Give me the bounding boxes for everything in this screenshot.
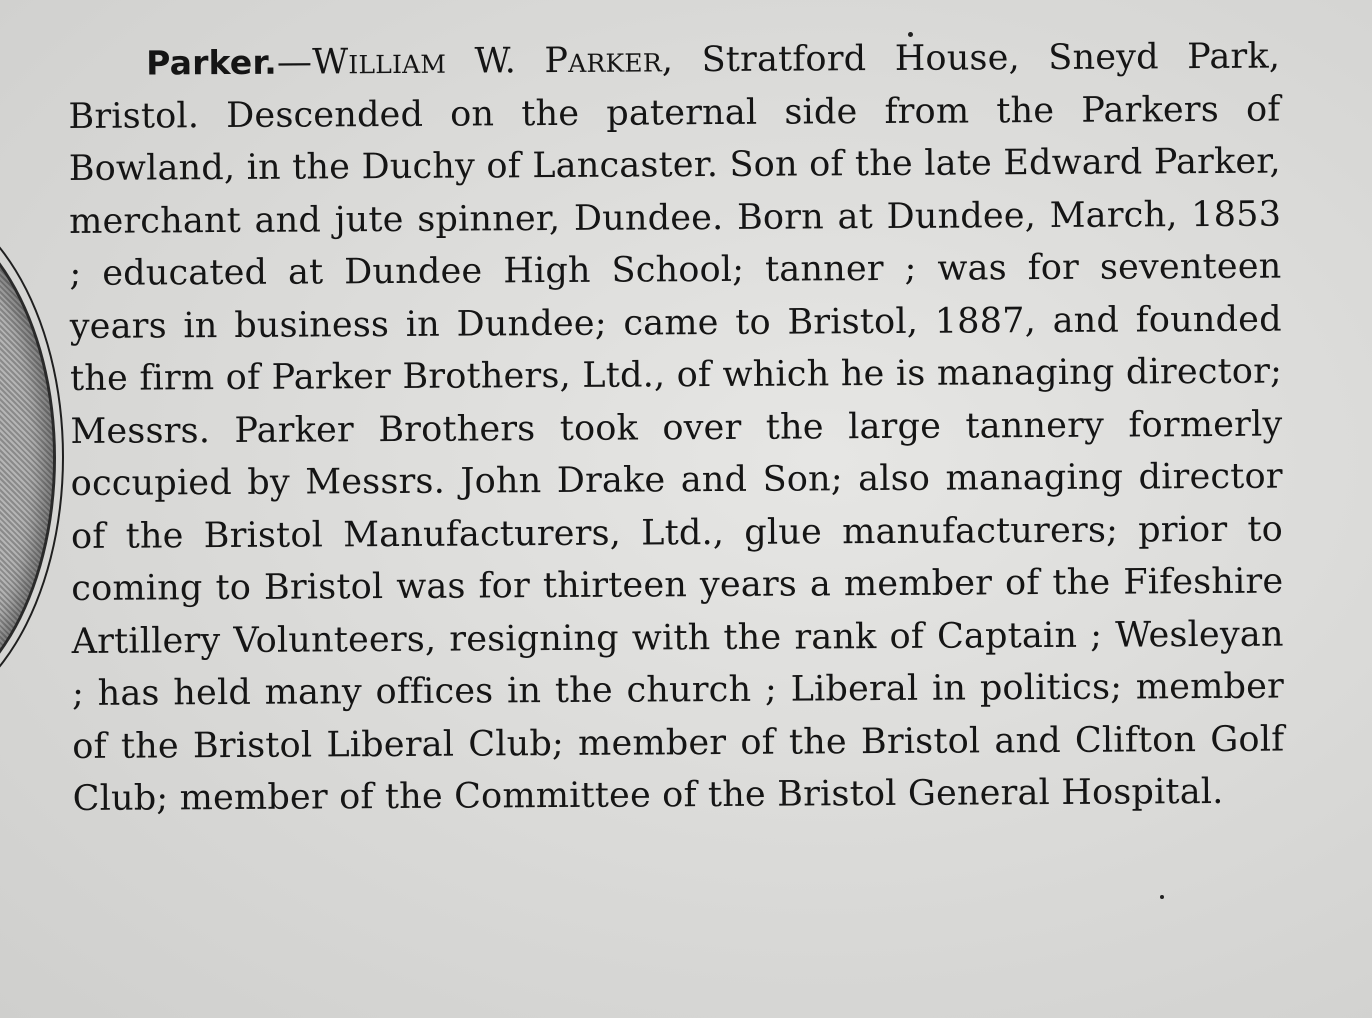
entry-surname: Parker. [146,42,278,83]
entry-body: , Stratford House, Sneyd Park, Bristol. Descended on the paternal side from the Parkers of Bowland, in the Duchy of Lancaster. Son of the late Edward Parker, merchant and jute spinner, Dundee. Born at Dundee, March, 1853 ; educated at Dundee High School; tanner ; was for seventeen years in business in Dundee; came to Bristol, 1887, and founded the firm of Parker Brothers, Ltd., of which he is managing director; Messrs. Parker Brothers took over the large tannery formerly occupied by Messrs. John Drake and Son; also managing director of the Bristol Manufacturers, Ltd., glue manufacturers; prior to coming to Bristol was for thirteen years a member of the Fifeshire Artillery Volunteers, resigning with the rank of Captain ; Wesleyan ; has held many offices in the church ; Liberal in politics; member of the Bristol Liberal Club; member of the Bristol and Clifton Golf Club; member of the Committee of the Bristol General Hospital. [68,36,1285,819]
entry-dash: — [276,42,313,83]
ink-speck [1160,895,1164,899]
biography-entry [68,31,1285,826]
portrait-frame-border [0,192,64,722]
entry-full-name: William W. Parker [312,40,662,83]
